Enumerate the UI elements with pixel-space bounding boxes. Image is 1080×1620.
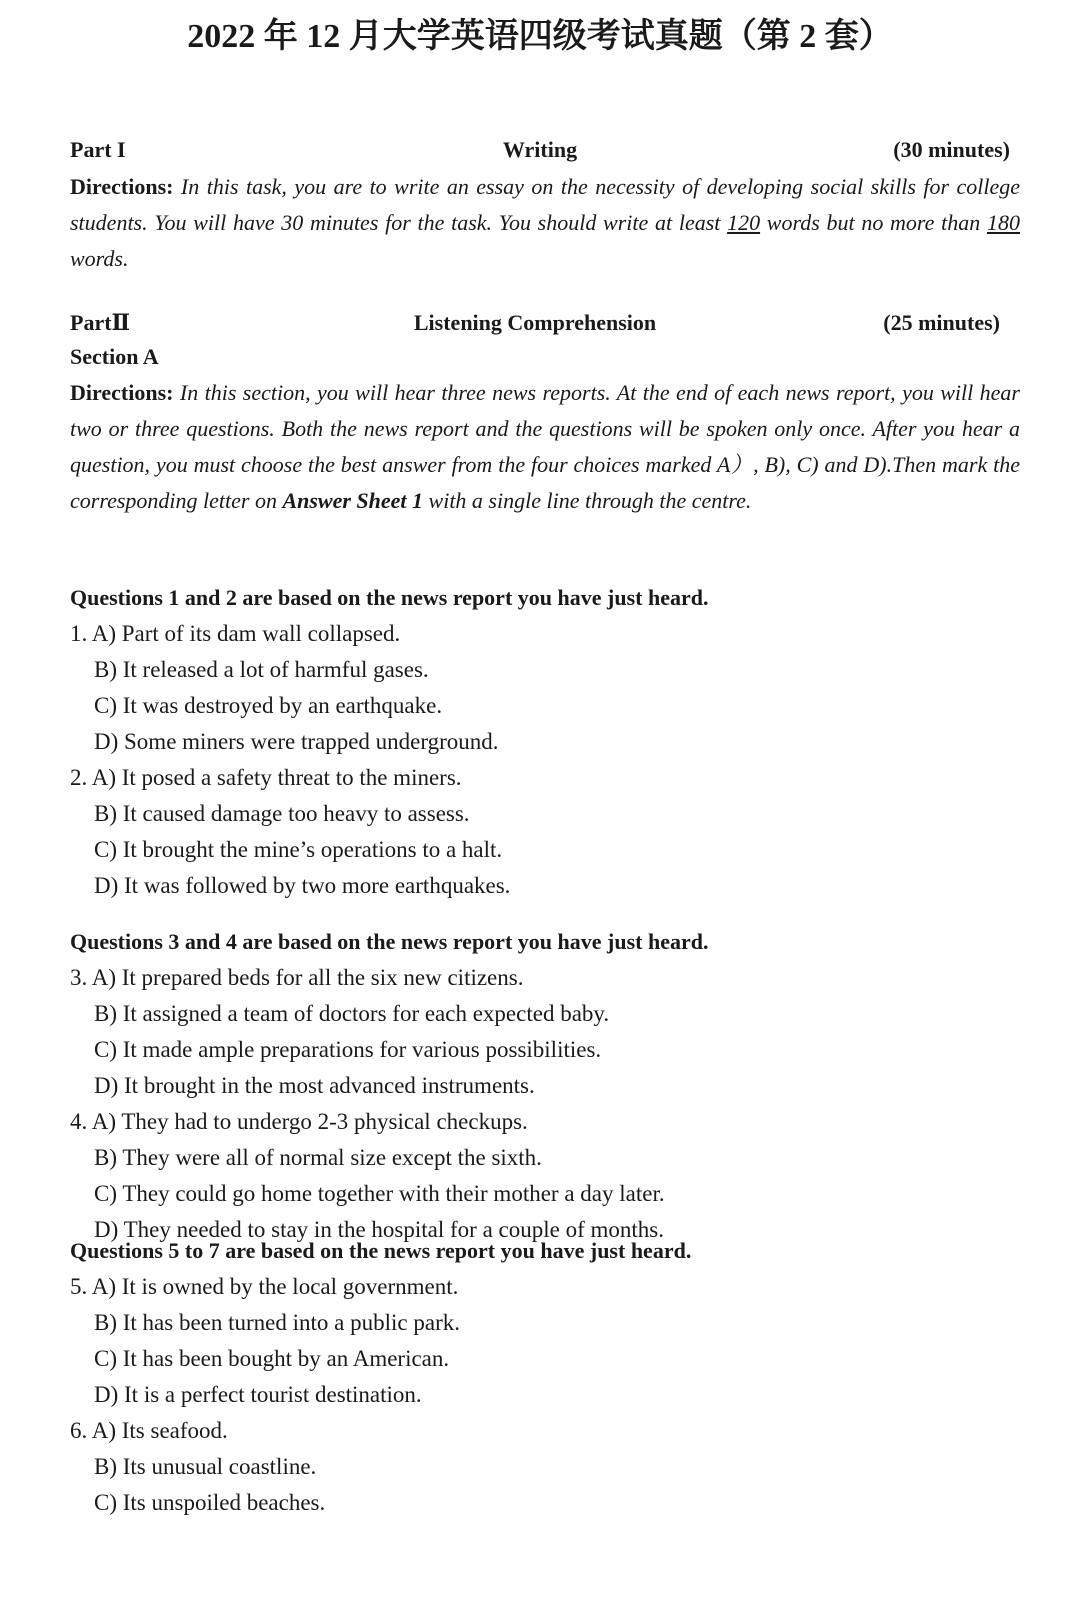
part1-time: (30 minutes)	[893, 137, 1010, 162]
part1-name: Writing	[502, 137, 578, 162]
question-1-line: 1. A) Part of its dam wall collapsed.	[70, 621, 401, 646]
part2-directions-label: Directions:	[70, 380, 174, 405]
part2-section-title: Section A	[70, 344, 159, 369]
part2-directions	[70, 375, 1020, 519]
answer-sheet-ref: Answer Sheet 1	[282, 488, 424, 513]
question-group-2	[70, 924, 1020, 1248]
question-4-option-d: D) They needed to stay in the hospital for a couple of months.	[94, 1217, 664, 1242]
part1-directions-text-a: In this task, you are to write an essay on the necessity of developing social skills for college students. You will have 30 minutes for the task. You should write at least	[70, 174, 1020, 235]
question-3-line: 3. A) It prepared beds for all the six new citizens.	[70, 965, 524, 990]
part1-directions	[70, 169, 1020, 277]
question-3-option-d: D) It brought in the most advanced instruments.	[94, 1073, 535, 1098]
part2-directions-text-a: In this section, you will hear three news reports. At the end of each news report, you will hear two or three questions. Both the news report and the questions will be spoken only once. After you hear a question, you must choose the best answer from the four choices marked A）, B), C) and D).Then mark the corresponding letter on	[70, 380, 1020, 513]
part1-directions-text-c: words.	[70, 246, 129, 271]
question-group-heading: Questions 3 and 4 are based on the news report you have just heard.	[70, 929, 709, 954]
question-6-line: 6. A) Its seafood.	[70, 1418, 228, 1443]
question-6-option-c: C) Its unspoiled beaches.	[94, 1490, 326, 1515]
page-title: 2022 年 12 月大学英语四级考试真题（第 2 套）	[187, 18, 893, 55]
question-1-option-c: C) It was destroyed by an earthquake.	[94, 693, 443, 718]
part1-min-words: 120	[727, 210, 761, 235]
part1-directions-label: Directions:	[70, 174, 174, 199]
part2-time: (25 minutes)	[883, 310, 1000, 335]
question-1-option-b: B) It released a lot of harmful gases.	[94, 657, 429, 682]
question-2-option-c: C) It brought the mine’s operations to a halt.	[94, 837, 503, 862]
question-2-option-d: D) It was followed by two more earthquakes.	[94, 873, 511, 898]
part1-header	[70, 137, 1010, 167]
part2-label: PartⅡ	[70, 310, 131, 335]
question-3-option-b: B) It assigned a team of doctors for each expected baby.	[94, 1001, 610, 1026]
part1-max-words: 180	[987, 210, 1020, 235]
question-4-option-c: C) They could go home together with their mother a day later.	[94, 1181, 665, 1206]
question-group-heading: Questions 1 and 2 are based on the news report you have just heard.	[70, 585, 709, 610]
question-4-line: 4. A) They had to undergo 2-3 physical checkups.	[70, 1109, 528, 1134]
part2-directions-text-b: with a single line through the centre.	[423, 488, 752, 513]
part1-label: Part I	[70, 137, 126, 162]
question-5-option-c: C) It has been bought by an American.	[94, 1346, 450, 1371]
part1-directions-text-b: words but no more than	[760, 210, 987, 235]
question-5-option-b: B) It has been turned into a public park.	[94, 1310, 460, 1335]
question-1-option-d: D) Some miners were trapped underground.	[94, 729, 499, 754]
question-group-1	[70, 580, 1020, 904]
question-group-heading: Questions 5 to 7 are based on the news report you have just heard.	[70, 1238, 692, 1263]
question-group-3	[70, 1233, 1020, 1521]
question-3-option-c: C) It made ample preparations for various possibilities.	[94, 1037, 602, 1062]
part2-name: Listening Comprehension	[413, 310, 657, 335]
part2-header	[70, 310, 1000, 340]
question-2-line: 2. A) It posed a safety threat to the miners.	[70, 765, 462, 790]
question-5-option-d: D) It is a perfect tourist destination.	[94, 1382, 422, 1407]
question-6-option-b: B) Its unusual coastline.	[94, 1454, 317, 1479]
question-5-line: 5. A) It is owned by the local government.	[70, 1274, 459, 1299]
question-2-option-b: B) It caused damage too heavy to assess.	[94, 801, 470, 826]
question-4-option-b: B) They were all of normal size except the sixth.	[94, 1145, 542, 1170]
